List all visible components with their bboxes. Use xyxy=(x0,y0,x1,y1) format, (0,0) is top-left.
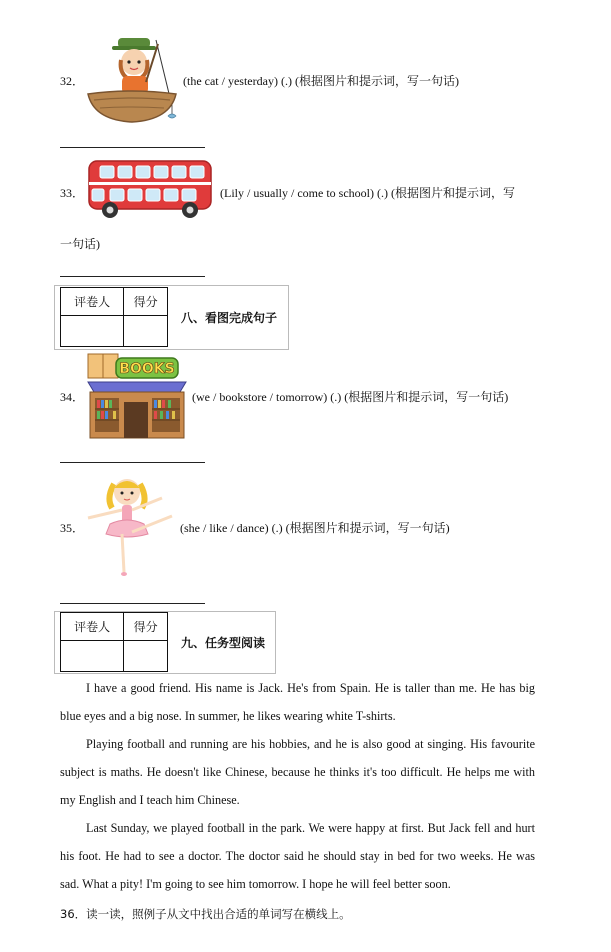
question-32-prompt: (the cat / yesterday) (.) (根据图片和提示词，写一句话) xyxy=(183,74,459,88)
question-36-instruction: 36．读一读，照例子从文中找出合适的单词写在横线上。 xyxy=(60,907,351,921)
score-header: 得分 xyxy=(124,288,168,316)
reviewer-cell[interactable] xyxy=(61,641,124,672)
reviewer-cell[interactable] xyxy=(61,316,124,347)
question-35-number: 35． xyxy=(60,521,85,535)
ballerina-girl-icon xyxy=(84,474,176,578)
reading-paragraph-1: I have a good friend. His name is Jack. He's from Spain. He is taller than me. He has big blue eyes and a big nose. In summer, he likes wearing white T-shirts. xyxy=(60,681,535,723)
score-cell[interactable] xyxy=(124,316,168,347)
reading-paragraph-3: Last Sunday, we played football in the park. We were happy at first. But Jack fell and hurt his foot. He had to see a doctor. The doctor said he should stay in bed for two weeks. He was sad. What a pity! I'm going to see him tomorrow. I hope he will feel better soon. xyxy=(60,821,535,891)
answer-line-35[interactable] xyxy=(60,603,205,604)
question-35-prompt: (she / like / dance) (.) (根据图片和提示词，写一句话) xyxy=(180,521,450,535)
score-table-eight xyxy=(60,287,168,347)
question-33-number: 33． xyxy=(60,186,85,200)
reviewer-header: 评卷人 xyxy=(61,613,124,641)
answer-line-32[interactable] xyxy=(60,147,205,148)
bookstore-icon xyxy=(86,352,188,440)
question-33-prompt-line2: 一句话) xyxy=(60,237,100,251)
answer-line-34[interactable] xyxy=(60,462,205,463)
red-bus-icon xyxy=(86,158,214,222)
reading-paragraph-2: Playing football and running are his hobbies, and he is also good at singing. His favourite subject is maths. He doesn't like Chinese, because he thinks it's too difficult. He helps me with my English and I teach him Chinese. xyxy=(60,737,535,807)
score-header: 得分 xyxy=(124,613,168,641)
score-cell[interactable] xyxy=(124,641,168,672)
question-34-number: 34． xyxy=(60,390,85,404)
question-32-number: 32． xyxy=(60,74,85,88)
score-table-nine xyxy=(60,612,168,672)
answer-line-33[interactable] xyxy=(60,276,205,277)
section-nine-title: 九、任务型阅读 xyxy=(173,611,276,674)
fishing-girl-boat-icon xyxy=(84,36,180,124)
question-34-prompt: (we / bookstore / tomorrow) (.) (根据图片和提示词，写一句话) xyxy=(192,390,509,404)
section-eight-title: 八、看图完成句子 xyxy=(173,285,289,350)
bookstore-sign-text: BOOKS xyxy=(119,361,175,377)
reviewer-header: 评卷人 xyxy=(61,288,124,316)
question-33-prompt-line1: (Lily / usually / come to school) (.) (根据图片和提示词，写 xyxy=(220,186,515,200)
